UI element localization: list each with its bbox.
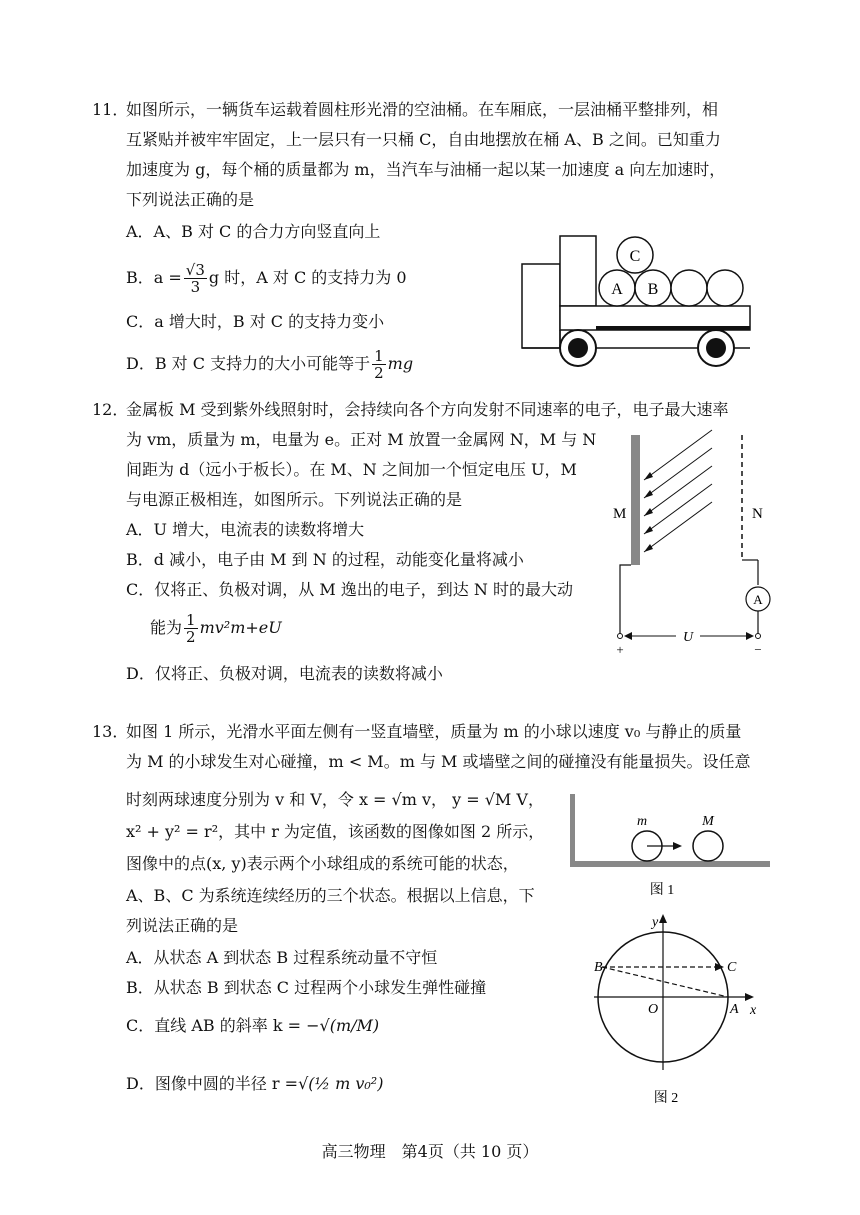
q12-option-b[interactable]: B．d 减小，电子由 M 到 N 的过程，动能变化量将减小 bbox=[126, 550, 524, 569]
y-axis-label: y bbox=[652, 915, 659, 930]
ammeter-icon: A bbox=[753, 592, 763, 607]
barrel-c-label: C bbox=[629, 248, 641, 265]
q11-option-d[interactable] bbox=[126, 344, 413, 384]
fraction-numerator: √3 bbox=[185, 261, 205, 279]
q11-number: 11． bbox=[92, 100, 129, 119]
q12-option-a[interactable]: A．U 增大，电流表的读数将增大 bbox=[126, 520, 365, 539]
q11-option-d-fraction bbox=[372, 348, 386, 381]
q12-stem-line-3: 间距为 d（远小于板长）。在 M、N 之间加一个恒定电压 U，M bbox=[126, 460, 577, 479]
q13-option-c-root: √(m/M) bbox=[319, 1016, 380, 1035]
q13-stem-line-6: A、B、C 为系统连续经历的三个状态。根据以上信息，下 bbox=[126, 886, 535, 905]
q13-figure-1 bbox=[570, 794, 770, 898]
barrel-b-label: B bbox=[647, 281, 659, 298]
q12-option-c-prefix: 能为 bbox=[150, 618, 183, 637]
minus-terminal-label: − bbox=[754, 642, 762, 657]
q13-option-d[interactable] bbox=[126, 1074, 383, 1094]
figure-2-caption: 图 2 bbox=[653, 1091, 679, 1106]
point-b-label: B bbox=[594, 960, 603, 975]
q12-stem-line-1: 金属板 M 受到紫外线照射时，会持续向各个方向发射不同速率的电子，电子最大速率 bbox=[126, 400, 729, 419]
q13-option-c[interactable] bbox=[126, 1016, 379, 1036]
q13-number: 13． bbox=[92, 722, 129, 741]
q13-option-c-prefix: C．直线 AB 的斜率 k = − bbox=[126, 1016, 320, 1035]
q13-stem-line-1: 如图 1 所示，光滑水平面左侧有一竖直墙壁，质量为 m 的小球以速度 v₀ 与静止的质量 bbox=[126, 722, 742, 741]
q13-option-d-prefix: D．图像中圆的半径 r = bbox=[126, 1074, 299, 1093]
q13-stem-line-2: 为 M 的小球发生对心碰撞，m < M。m 与 M 或墙壁之间的碰撞没有能量损失。设任意 bbox=[126, 752, 751, 771]
barrel-a-label: A bbox=[611, 281, 623, 298]
q12-stem-line-2: 为 vm，质量为 m，电量为 e。正对 M 放置一金属网 N，M 与 N bbox=[126, 430, 597, 449]
big-ball-m-label: M bbox=[702, 814, 714, 829]
origin-o-label: O bbox=[648, 1002, 659, 1017]
q11-option-b-fraction bbox=[184, 262, 207, 295]
q11-option-d-prefix: D．B 对 C 支持力的大小可能等于 bbox=[126, 354, 371, 373]
voltage-u-label: U bbox=[682, 630, 694, 645]
fraction-denominator: 3 bbox=[190, 278, 201, 296]
x-axis-label: x bbox=[750, 1003, 757, 1018]
q12-circuit-figure bbox=[600, 420, 780, 660]
q12-option-c-continued bbox=[150, 608, 282, 648]
q11-option-c[interactable]: C．a 增大时，B 对 C 的支持力变小 bbox=[126, 312, 385, 331]
fraction-numerator: 1 bbox=[186, 611, 196, 629]
fraction-denominator: 2 bbox=[374, 364, 384, 382]
figure-1-caption: 图 1 bbox=[649, 883, 675, 898]
q11-option-b-suffix: g 时，A 对 C 的支持力为 0 bbox=[208, 268, 407, 287]
q11-stem-line-1: 如图所示，一辆货车运载着圆柱形光滑的空油桶。在车厢底，一层油桶平整排列，相 bbox=[126, 100, 719, 119]
fraction-denominator: 2 bbox=[186, 628, 196, 646]
q11-stem-line-4: 下列说法正确的是 bbox=[126, 190, 255, 209]
q12-option-d[interactable]: D．仅将正、负极对调，电流表的读数将减小 bbox=[126, 664, 443, 683]
q13-option-a[interactable]: A．从状态 A 到状态 B 过程系统动量不守恒 bbox=[126, 948, 438, 967]
q11-truck-figure bbox=[518, 230, 758, 380]
q13-stem-line-7: 列说法正确的是 bbox=[126, 916, 239, 935]
q12-number: 12． bbox=[92, 400, 129, 419]
q13-option-d-root: √(½ m v₀²) bbox=[298, 1074, 384, 1093]
q11-option-a[interactable]: A．A、B 对 C 的合力方向竖直向上 bbox=[126, 222, 381, 241]
q13-stem-line-5: 图像中的点(x, y)表示两个小球组成的系统可能的状态， bbox=[126, 854, 519, 873]
small-ball-m-label: m bbox=[636, 814, 648, 829]
q13-stem-line-3: 时刻两球速度分别为 v 和 V，令 x = √m v， y = √M V， bbox=[126, 790, 544, 809]
q12-option-c-suffix: mv²m+eU bbox=[199, 618, 282, 637]
q11-option-d-suffix: mg bbox=[387, 354, 414, 373]
q12-option-c[interactable]: C．仅将正、负极对调，从 M 逸出的电子，到达 N 时的最大动 bbox=[126, 580, 573, 599]
q13-option-b[interactable]: B．从状态 B 到状态 C 过程两个小球发生弹性碰撞 bbox=[126, 978, 487, 997]
q13-stem-line-4: x² + y² = r²，其中 r 为定值，该函数的图像如图 2 所示， bbox=[126, 822, 545, 841]
q12-option-c-fraction bbox=[184, 612, 198, 645]
q11-stem-line-3: 加速度为 g，每个桶的质量都为 m，当汽车与油桶一起以某一加速度 a 向左加速时， bbox=[126, 160, 726, 179]
q11-option-b-prefix: B．a = bbox=[126, 268, 182, 287]
mesh-n-label: N bbox=[752, 506, 763, 522]
fraction-numerator: 1 bbox=[374, 347, 384, 365]
plate-m-label: M bbox=[613, 506, 627, 522]
plus-terminal-label: + bbox=[616, 642, 624, 657]
point-a-label: A bbox=[730, 1002, 739, 1017]
q11-stem-line-2: 互紧贴并被牢牢固定，上一层只有一只桶 C，自由地摆放在桶 A、B 之间。已知重力 bbox=[126, 130, 721, 149]
q11-option-b[interactable] bbox=[126, 258, 407, 298]
point-c-label: C bbox=[727, 960, 737, 975]
q12-stem-line-4: 与电源正极相连，如图所示。下列说法正确的是 bbox=[126, 490, 463, 509]
q13-figure-2 bbox=[588, 910, 768, 1110]
page-footer: 高三物理 第4页（共 10 页） bbox=[321, 1142, 539, 1161]
